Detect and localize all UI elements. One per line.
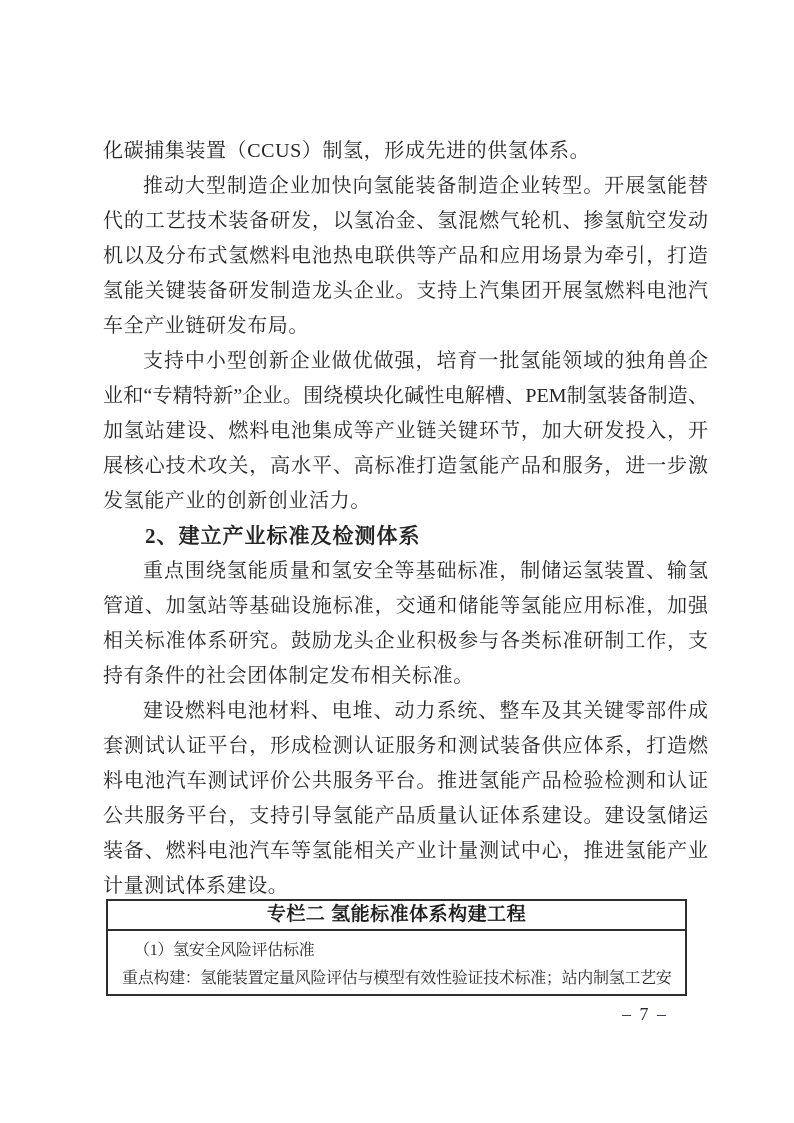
body-line-2: 推动大型制造企业加快向氢能装备制造企业转型。开展氢能替 xyxy=(143,175,708,197)
body-line-13: 重点围绕氢能质量和氢安全等基础标准，制储运氢装置、输氢 xyxy=(143,560,708,582)
body-line-3: 代的工艺技术装备研发，以氢冶金、氢混燃气轮机、掺氢航空发动 xyxy=(103,210,708,232)
body-line-14: 管道、加氢站等基础设施标准，交通和储能等氢能应用标准，加强 xyxy=(103,595,708,617)
callout-box xyxy=(106,899,687,996)
body-line-16: 持有条件的社会团体制定发布相关标准。 xyxy=(103,665,474,687)
body-line-10: 展核心技术攻关，高水平、高标准打造氢能产品和服务，进一步激 xyxy=(103,455,708,477)
page-number: – 7 – xyxy=(622,1004,668,1024)
body-line-20: 公共服务平台，支持引导氢能产品质量认证体系建设。建设氢储运 xyxy=(103,805,708,827)
body-line-9: 加氢站建设、燃料电池集成等产业链关键环节，加大研发投入，开 xyxy=(103,420,708,442)
body-line-6: 车全产业链研发布局。 xyxy=(103,315,309,337)
body-line-4: 机以及分布式氢燃料电池热电联供等产品和应用场景为牵引，打造 xyxy=(103,245,708,267)
section-heading: 2、建立产业标准及检测体系 xyxy=(145,524,421,548)
body-line-21: 装备、燃料电池汽车等氢能相关产业计量测试中心，推进氢能产业 xyxy=(103,840,708,862)
document-body xyxy=(103,134,708,904)
callout-title: 专栏二 氢能标准体系构建工程 xyxy=(108,901,685,931)
body-line-5: 氢能关键装备研发制造龙头企业。支持上汽集团开展氢燃料电池汽 xyxy=(103,280,708,302)
callout-row: 重点构建：氢能装置定量风险评估与模型有效性验证技术标准；站内制氢工艺安 xyxy=(122,970,672,987)
body-line-11: 发氢能产业的创新创业活力。 xyxy=(103,490,371,512)
body-line-1: 化碳捕集装置（CCUS）制氢，形成先进的供氢体系。 xyxy=(103,140,591,162)
body-line-17: 建设燃料电池材料、电堆、动力系统、整车及其关键零部件成 xyxy=(143,700,708,722)
body-line-19: 料电池汽车测试评价公共服务平台。推进氢能产品检验检测和认证 xyxy=(103,770,708,792)
body-line-15: 相关标准体系研究。鼓励龙头企业积极参与各类标准研制工作，支 xyxy=(103,630,708,652)
body-line-22: 计量测试体系建设。 xyxy=(103,875,289,897)
body-line-18: 套测试认证平台，形成检测认证服务和测试装备供应体系，打造燃 xyxy=(103,735,708,757)
callout-row: （1）氢安全风险评估标准 xyxy=(134,942,315,959)
body-line-7: 支持中小型创新企业做优做强，培育一批氢能领域的独角兽企 xyxy=(143,350,708,372)
body-line-8: 业和“专精特新”企业。围绕模块化碱性电解槽、PEM制氢装备制造、 xyxy=(103,385,708,407)
